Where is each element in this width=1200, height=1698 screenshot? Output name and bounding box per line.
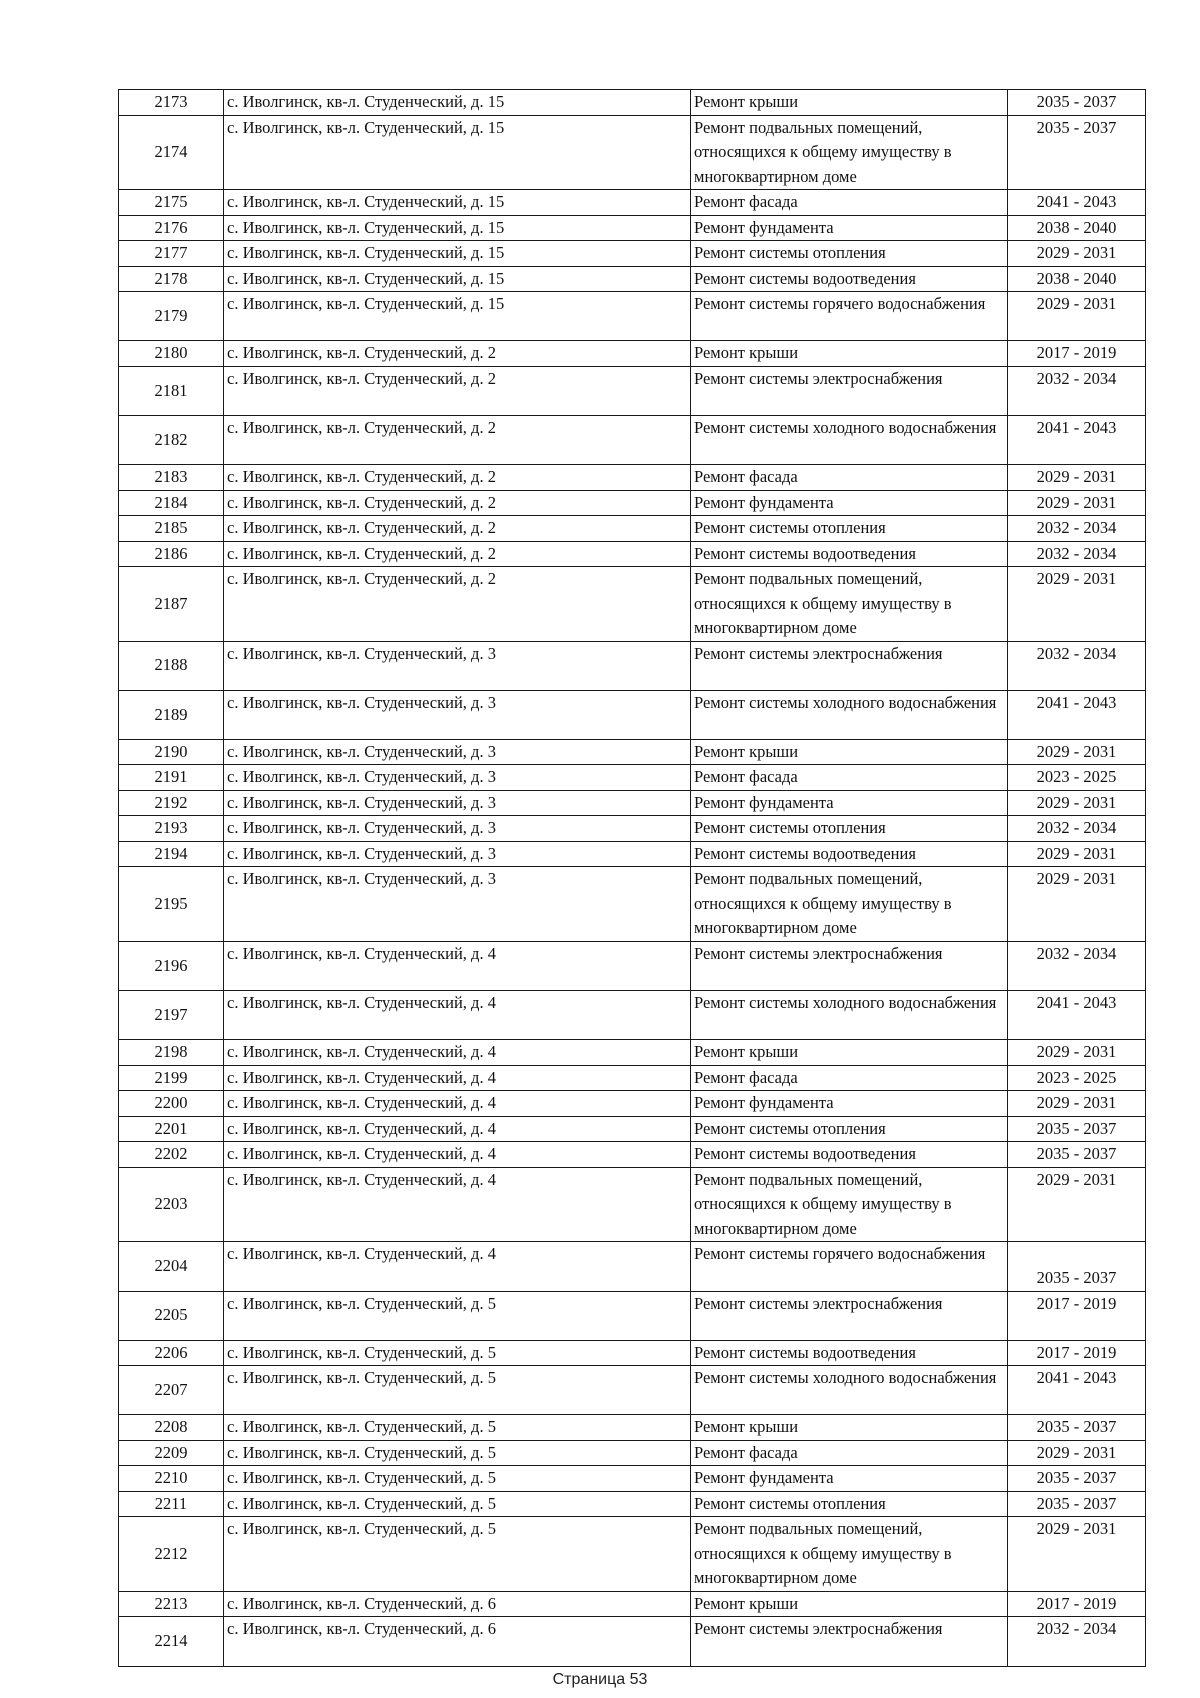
period-cell: 2017 - 2019 [1008,1291,1146,1340]
work-type-cell: Ремонт крыши [691,1415,1008,1441]
work-type-cell: Ремонт крыши [691,1591,1008,1617]
work-type-cell: Ремонт фасада [691,765,1008,791]
period-cell: 2029 - 2031 [1008,1440,1146,1466]
work-type-cell: Ремонт системы водоотведения [691,541,1008,567]
row-number: 2193 [119,816,224,842]
work-type-cell: Ремонт системы отопления [691,1491,1008,1517]
work-type-cell: Ремонт системы отопления [691,516,1008,542]
address-cell: с. Иволгинск, кв-л. Студенческий, д. 4 [224,1116,691,1142]
table-row [119,991,1146,1040]
work-type-cell: Ремонт фундамента [691,1466,1008,1492]
row-number: 2198 [119,1040,224,1066]
address-cell: с. Иволгинск, кв-л. Студенческий, д. 2 [224,465,691,491]
work-type-cell: Ремонт системы холодного водоснабжения [691,1366,1008,1415]
address-cell: с. Иволгинск, кв-л. Студенческий, д. 2 [224,567,691,642]
table-row [119,465,1146,491]
period-cell: 2029 - 2031 [1008,739,1146,765]
work-type-cell: Ремонт системы электроснабжения [691,1291,1008,1340]
work-type-cell: Ремонт системы электроснабжения [691,366,1008,415]
address-cell: с. Иволгинск, кв-л. Студенческий, д. 5 [224,1517,691,1592]
table-row [119,341,1146,367]
row-number: 2182 [119,415,224,464]
address-cell: с. Иволгинск, кв-л. Студенческий, д. 6 [224,1591,691,1617]
period-cell: 2035 - 2037 [1008,1242,1146,1291]
table-row [119,1167,1146,1242]
period-cell: 2029 - 2031 [1008,1091,1146,1117]
table-row [119,1040,1146,1066]
period-cell: 2032 - 2034 [1008,1617,1146,1666]
address-cell: с. Иволгинск, кв-л. Студенческий, д. 15 [224,292,691,341]
row-number: 2188 [119,641,224,690]
period-cell: 2029 - 2031 [1008,1167,1146,1242]
table-row [119,241,1146,267]
row-number: 2212 [119,1517,224,1592]
address-cell: с. Иволгинск, кв-л. Студенческий, д. 4 [224,1242,691,1291]
row-number: 2185 [119,516,224,542]
period-cell: 2038 - 2040 [1008,266,1146,292]
period-cell: 2041 - 2043 [1008,415,1146,464]
row-number: 2184 [119,490,224,516]
table-row [119,941,1146,990]
address-cell: с. Иволгинск, кв-л. Студенческий, д. 3 [224,816,691,842]
work-type-cell: Ремонт системы водоотведения [691,1142,1008,1168]
period-cell: 2029 - 2031 [1008,567,1146,642]
address-cell: с. Иволгинск, кв-л. Студенческий, д. 5 [224,1366,691,1415]
period-cell: 2032 - 2034 [1008,816,1146,842]
table-row [119,190,1146,216]
table-row [119,1242,1146,1291]
table-row [119,1142,1146,1168]
table-row [119,1491,1146,1517]
period-cell: 2029 - 2031 [1008,1040,1146,1066]
period-cell: 2029 - 2031 [1008,867,1146,942]
table-row [119,690,1146,739]
period-cell: 2029 - 2031 [1008,790,1146,816]
work-type-cell: Ремонт системы отопления [691,816,1008,842]
work-type-cell: Ремонт системы электроснабжения [691,1617,1008,1666]
work-type-cell: Ремонт системы электроснабжения [691,641,1008,690]
row-number: 2199 [119,1065,224,1091]
period-cell: 2023 - 2025 [1008,1065,1146,1091]
address-cell: с. Иволгинск, кв-л. Студенческий, д. 5 [224,1466,691,1492]
period-cell: 2041 - 2043 [1008,1366,1146,1415]
row-number: 2186 [119,541,224,567]
address-cell: с. Иволгинск, кв-л. Студенческий, д. 3 [224,739,691,765]
table-row [119,292,1146,341]
work-type-cell: Ремонт системы отопления [691,241,1008,267]
row-number: 2173 [119,90,224,116]
address-cell: с. Иволгинск, кв-л. Студенческий, д. 6 [224,1617,691,1666]
table-row [119,266,1146,292]
address-cell: с. Иволгинск, кв-л. Студенческий, д. 4 [224,1065,691,1091]
address-cell: с. Иволгинск, кв-л. Студенческий, д. 15 [224,90,691,116]
address-cell: с. Иволгинск, кв-л. Студенческий, д. 5 [224,1491,691,1517]
address-cell: с. Иволгинск, кв-л. Студенческий, д. 15 [224,215,691,241]
address-cell: с. Иволгинск, кв-л. Студенческий, д. 4 [224,1167,691,1242]
work-type-cell: Ремонт фасада [691,190,1008,216]
row-number: 2211 [119,1491,224,1517]
row-number: 2206 [119,1340,224,1366]
works-table [118,89,1146,1667]
work-type-cell: Ремонт фундамента [691,1091,1008,1117]
row-number: 2205 [119,1291,224,1340]
address-cell: с. Иволгинск, кв-л. Студенческий, д. 2 [224,490,691,516]
period-cell: 2041 - 2043 [1008,690,1146,739]
row-number: 2203 [119,1167,224,1242]
address-cell: с. Иволгинск, кв-л. Студенческий, д. 3 [224,790,691,816]
period-cell: 2032 - 2034 [1008,941,1146,990]
table-row [119,765,1146,791]
period-cell: 2035 - 2037 [1008,1466,1146,1492]
period-cell: 2029 - 2031 [1008,841,1146,867]
address-cell: с. Иволгинск, кв-л. Студенческий, д. 2 [224,516,691,542]
work-type-cell: Ремонт крыши [691,341,1008,367]
table-row [119,641,1146,690]
row-number: 2209 [119,1440,224,1466]
address-cell: с. Иволгинск, кв-л. Студенческий, д. 3 [224,641,691,690]
work-type-cell: Ремонт системы холодного водоснабжения [691,690,1008,739]
row-number: 2192 [119,790,224,816]
table-row [119,739,1146,765]
row-number: 2180 [119,341,224,367]
row-number: 2191 [119,765,224,791]
work-type-cell: Ремонт фасада [691,1440,1008,1466]
row-number: 2181 [119,366,224,415]
row-number: 2202 [119,1142,224,1168]
row-number: 2213 [119,1591,224,1617]
row-number: 2207 [119,1366,224,1415]
row-number: 2197 [119,991,224,1040]
work-type-cell: Ремонт крыши [691,90,1008,116]
table-row [119,841,1146,867]
table-row [119,816,1146,842]
period-cell: 2029 - 2031 [1008,241,1146,267]
row-number: 2189 [119,690,224,739]
table-row [119,415,1146,464]
address-cell: с. Иволгинск, кв-л. Студенческий, д. 3 [224,867,691,942]
table-row [119,490,1146,516]
period-cell: 2023 - 2025 [1008,765,1146,791]
work-type-cell: Ремонт крыши [691,1040,1008,1066]
address-cell: с. Иволгинск, кв-л. Студенческий, д. 2 [224,366,691,415]
work-type-cell: Ремонт фасада [691,465,1008,491]
row-number: 2208 [119,1415,224,1441]
work-type-cell: Ремонт фундамента [691,490,1008,516]
work-type-cell: Ремонт подвальных помещений, относящихся к общему имуществу в многоквартирном доме [691,1167,1008,1242]
work-type-cell: Ремонт фасада [691,1065,1008,1091]
row-number: 2183 [119,465,224,491]
address-cell: с. Иволгинск, кв-л. Студенческий, д. 15 [224,115,691,190]
row-number: 2176 [119,215,224,241]
period-cell: 2032 - 2034 [1008,541,1146,567]
period-cell: 2035 - 2037 [1008,115,1146,190]
table-row [119,1517,1146,1592]
address-cell: с. Иволгинск, кв-л. Студенческий, д. 15 [224,266,691,292]
address-cell: с. Иволгинск, кв-л. Студенческий, д. 5 [224,1340,691,1366]
table-row [119,1065,1146,1091]
period-cell: 2029 - 2031 [1008,490,1146,516]
work-type-cell: Ремонт системы горячего водоснабжения [691,1242,1008,1291]
row-number: 2174 [119,115,224,190]
table-row [119,366,1146,415]
row-number: 2196 [119,941,224,990]
work-type-cell: Ремонт системы холодного водоснабжения [691,991,1008,1040]
table-row [119,1116,1146,1142]
period-cell: 2035 - 2037 [1008,1415,1146,1441]
address-cell: с. Иволгинск, кв-л. Студенческий, д. 3 [224,765,691,791]
row-number: 2190 [119,739,224,765]
address-cell: с. Иволгинск, кв-л. Студенческий, д. 4 [224,1091,691,1117]
table-row [119,1091,1146,1117]
period-cell: 2029 - 2031 [1008,1517,1146,1592]
period-cell: 2029 - 2031 [1008,292,1146,341]
work-type-cell: Ремонт системы электроснабжения [691,941,1008,990]
address-cell: с. Иволгинск, кв-л. Студенческий, д. 15 [224,241,691,267]
address-cell: с. Иволгинск, кв-л. Студенческий, д. 4 [224,1040,691,1066]
table-row [119,1415,1146,1441]
row-number: 2200 [119,1091,224,1117]
row-number: 2179 [119,292,224,341]
period-cell: 2041 - 2043 [1008,190,1146,216]
address-cell: с. Иволгинск, кв-л. Студенческий, д. 3 [224,690,691,739]
row-number: 2175 [119,190,224,216]
period-cell: 2017 - 2019 [1008,1591,1146,1617]
work-type-cell: Ремонт подвальных помещений, относящихся к общему имуществу в многоквартирном доме [691,867,1008,942]
period-cell: 2035 - 2037 [1008,1116,1146,1142]
period-cell: 2017 - 2019 [1008,341,1146,367]
work-type-cell: Ремонт фундамента [691,215,1008,241]
address-cell: с. Иволгинск, кв-л. Студенческий, д. 2 [224,541,691,567]
work-type-cell: Ремонт системы водоотведения [691,1340,1008,1366]
address-cell: с. Иволгинск, кв-л. Студенческий, д. 2 [224,415,691,464]
row-number: 2178 [119,266,224,292]
period-cell: 2038 - 2040 [1008,215,1146,241]
work-type-cell: Ремонт системы водоотведения [691,841,1008,867]
period-cell: 2041 - 2043 [1008,991,1146,1040]
address-cell: с. Иволгинск, кв-л. Студенческий, д. 4 [224,991,691,1040]
row-number: 2210 [119,1466,224,1492]
row-number: 2187 [119,567,224,642]
work-type-cell: Ремонт системы водоотведения [691,266,1008,292]
work-type-cell: Ремонт фундамента [691,790,1008,816]
table-row [119,567,1146,642]
table-row [119,1440,1146,1466]
work-type-cell: Ремонт системы холодного водоснабжения [691,415,1008,464]
work-type-cell: Ремонт подвальных помещений, относящихся к общему имуществу в многоквартирном доме [691,567,1008,642]
table-row [119,1291,1146,1340]
row-number: 2177 [119,241,224,267]
address-cell: с. Иволгинск, кв-л. Студенческий, д. 5 [224,1440,691,1466]
row-number: 2204 [119,1242,224,1291]
period-cell: 2029 - 2031 [1008,465,1146,491]
period-cell: 2017 - 2019 [1008,1340,1146,1366]
address-cell: с. Иволгинск, кв-л. Студенческий, д. 3 [224,841,691,867]
row-number: 2194 [119,841,224,867]
row-number: 2201 [119,1116,224,1142]
table-row [119,1617,1146,1666]
period-cell: 2035 - 2037 [1008,90,1146,116]
table-row [119,1591,1146,1617]
period-cell: 2035 - 2037 [1008,1142,1146,1168]
row-number: 2195 [119,867,224,942]
table-row [119,115,1146,190]
period-cell: 2035 - 2037 [1008,1491,1146,1517]
page-number: Страница 53 [552,1671,648,1688]
address-cell: с. Иволгинск, кв-л. Студенческий, д. 2 [224,341,691,367]
period-cell: 2032 - 2034 [1008,516,1146,542]
address-cell: с. Иволгинск, кв-л. Студенческий, д. 5 [224,1415,691,1441]
table-row [119,1366,1146,1415]
work-type-cell: Ремонт крыши [691,739,1008,765]
table-row [119,1466,1146,1492]
period-cell: 2032 - 2034 [1008,641,1146,690]
work-type-cell: Ремонт подвальных помещений, относящихся к общему имуществу в многоквартирном доме [691,1517,1008,1592]
table-row [119,541,1146,567]
table-row [119,90,1146,116]
address-cell: с. Иволгинск, кв-л. Студенческий, д. 4 [224,1142,691,1168]
work-type-cell: Ремонт подвальных помещений, относящихся к общему имуществу в многоквартирном доме [691,115,1008,190]
work-type-cell: Ремонт системы горячего водоснабжения [691,292,1008,341]
address-cell: с. Иволгинск, кв-л. Студенческий, д. 15 [224,190,691,216]
table-body [119,90,1146,1667]
table-row [119,1340,1146,1366]
address-cell: с. Иволгинск, кв-л. Студенческий, д. 4 [224,941,691,990]
table-row [119,867,1146,942]
address-cell: с. Иволгинск, кв-л. Студенческий, д. 5 [224,1291,691,1340]
table-row [119,516,1146,542]
table-row [119,790,1146,816]
period-cell: 2032 - 2034 [1008,366,1146,415]
work-type-cell: Ремонт системы отопления [691,1116,1008,1142]
table-row [119,215,1146,241]
row-number: 2214 [119,1617,224,1666]
